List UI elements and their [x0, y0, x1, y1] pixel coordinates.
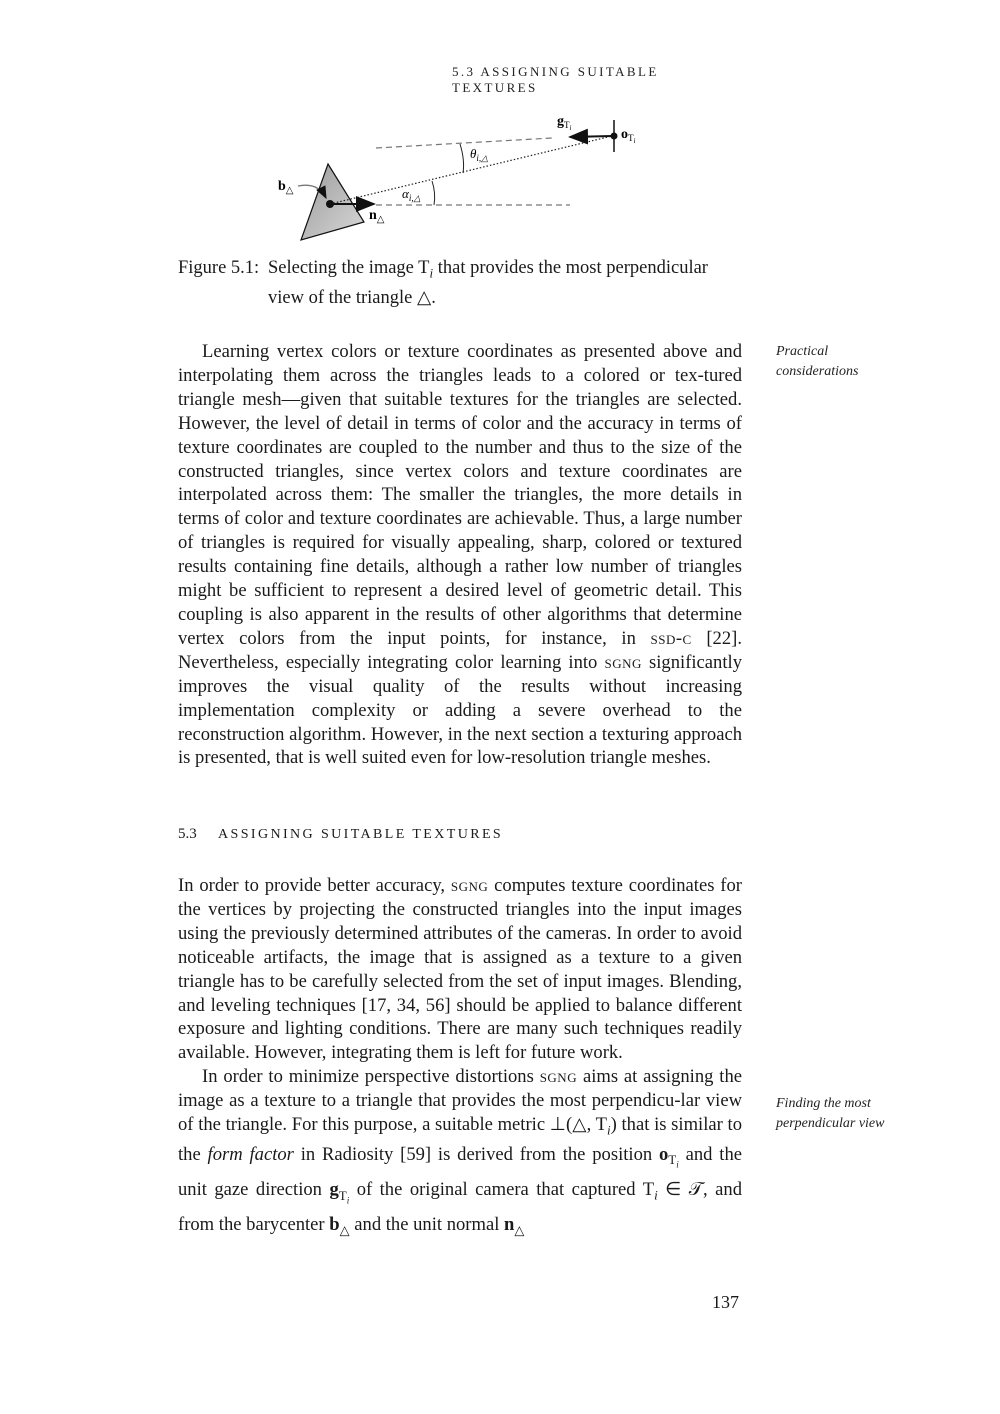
figure-5-1: [270, 100, 650, 250]
figure-caption: Figure 5.1: Selecting the image $T_i$ that provides the most perpendicular view of the triangle △.: [178, 258, 708, 308]
o-label: $o_Ti$: [621, 127, 636, 145]
theta-label: $\theta_{i,\triangle}$: [470, 146, 489, 163]
running-head: 5.3 ASSIGNING SUITABLE TEXTURES: [452, 64, 659, 95]
paragraph-textures: In order to provide better accuracy, sgng computes texture coordinates for the vertices by projecting the constructed triangles into the input images using the previously determined attributes of the cameras. In order to avoid noticeable artifacts, the image that is assigned as a texture to a given triangle has to be carefully selected from the set of input images. Blending, and leveling techniques [17, 34, 56] should be applied to balance different exposure and lighting conditions. There are many such techniques readily available. However, integrating them is left for future work. In order to minimize perspective distortions sgng aims at assigning the image as a texture to a triangle that provides the most perpendicu-lar view of the triangle. For this purpose, a suitable metric ⊥(△, $T_i$) that is similar to the form factor in Radiosity [59] is derived from the position $o_{T_i}$ and the unit gaze direction $g_{T_i}$ of the original camera that captured $T_i$ ∈ 𝒯, and from the barycenter $b_\triangle$ and the unit normal $n_\triangle$: [178, 875, 742, 1238]
margin-note-practical: Practical considerations: [776, 344, 859, 379]
section-title: ASSIGNING SUITABLE TEXTURES: [218, 827, 504, 842]
b-label: $b_\triangle$: [278, 179, 294, 196]
paragraph-practical: Learning vertex colors or texture coordinates as presented above and interpolating them across the triangles leads to a colored or tex-tured triangle mesh—given that suitable textures for the triangles are selected. However, the level of detail in terms of color and the accuracy in terms of texture coordinates are coupled to the number and thus to the size of the constructed triangles, since vertex colors and texture coordinates are interpolated across them: The smaller the triangles, the more details in terms of color and texture coordinates are achievable. Thus, a large number of triangles is required for visually appealing, sharp, colored or textured results containing fine details, although a rather low number of triangles might be sufficient to represent a desired level of geometric detail. This coupling is also apparent in the results of other algorithms that determine vertex colors from the input points, for instance, in ssd-c [22]. Nevertheless, especially integrating color learning into sgng significantly improves the visual quality of the results without increasing implementation complexity or adding a severe overhead to the reconstruction algorithm. However, in the next section a texturing approach is presented, that is well suited even for low-resolution triangle meshes.: [178, 341, 742, 769]
margin-note-perpendicular: Finding the most perpendicular view: [776, 1096, 885, 1131]
perpendicular-view-diagram: [270, 100, 650, 250]
g-label: $g_Ti$: [557, 114, 572, 132]
abbr-sgng: sgng: [604, 651, 642, 673]
section-number: 5.3: [178, 826, 197, 842]
n-label: $n_\triangle$: [369, 208, 385, 225]
abbr-ssd-c: ssd-c: [650, 627, 692, 649]
caption-label: Figure 5.1:: [178, 258, 260, 278]
alpha-label: $\alpha_{i,\triangle}$: [402, 186, 421, 203]
page-number: 137: [712, 1292, 739, 1312]
section-heading: [178, 826, 742, 843]
